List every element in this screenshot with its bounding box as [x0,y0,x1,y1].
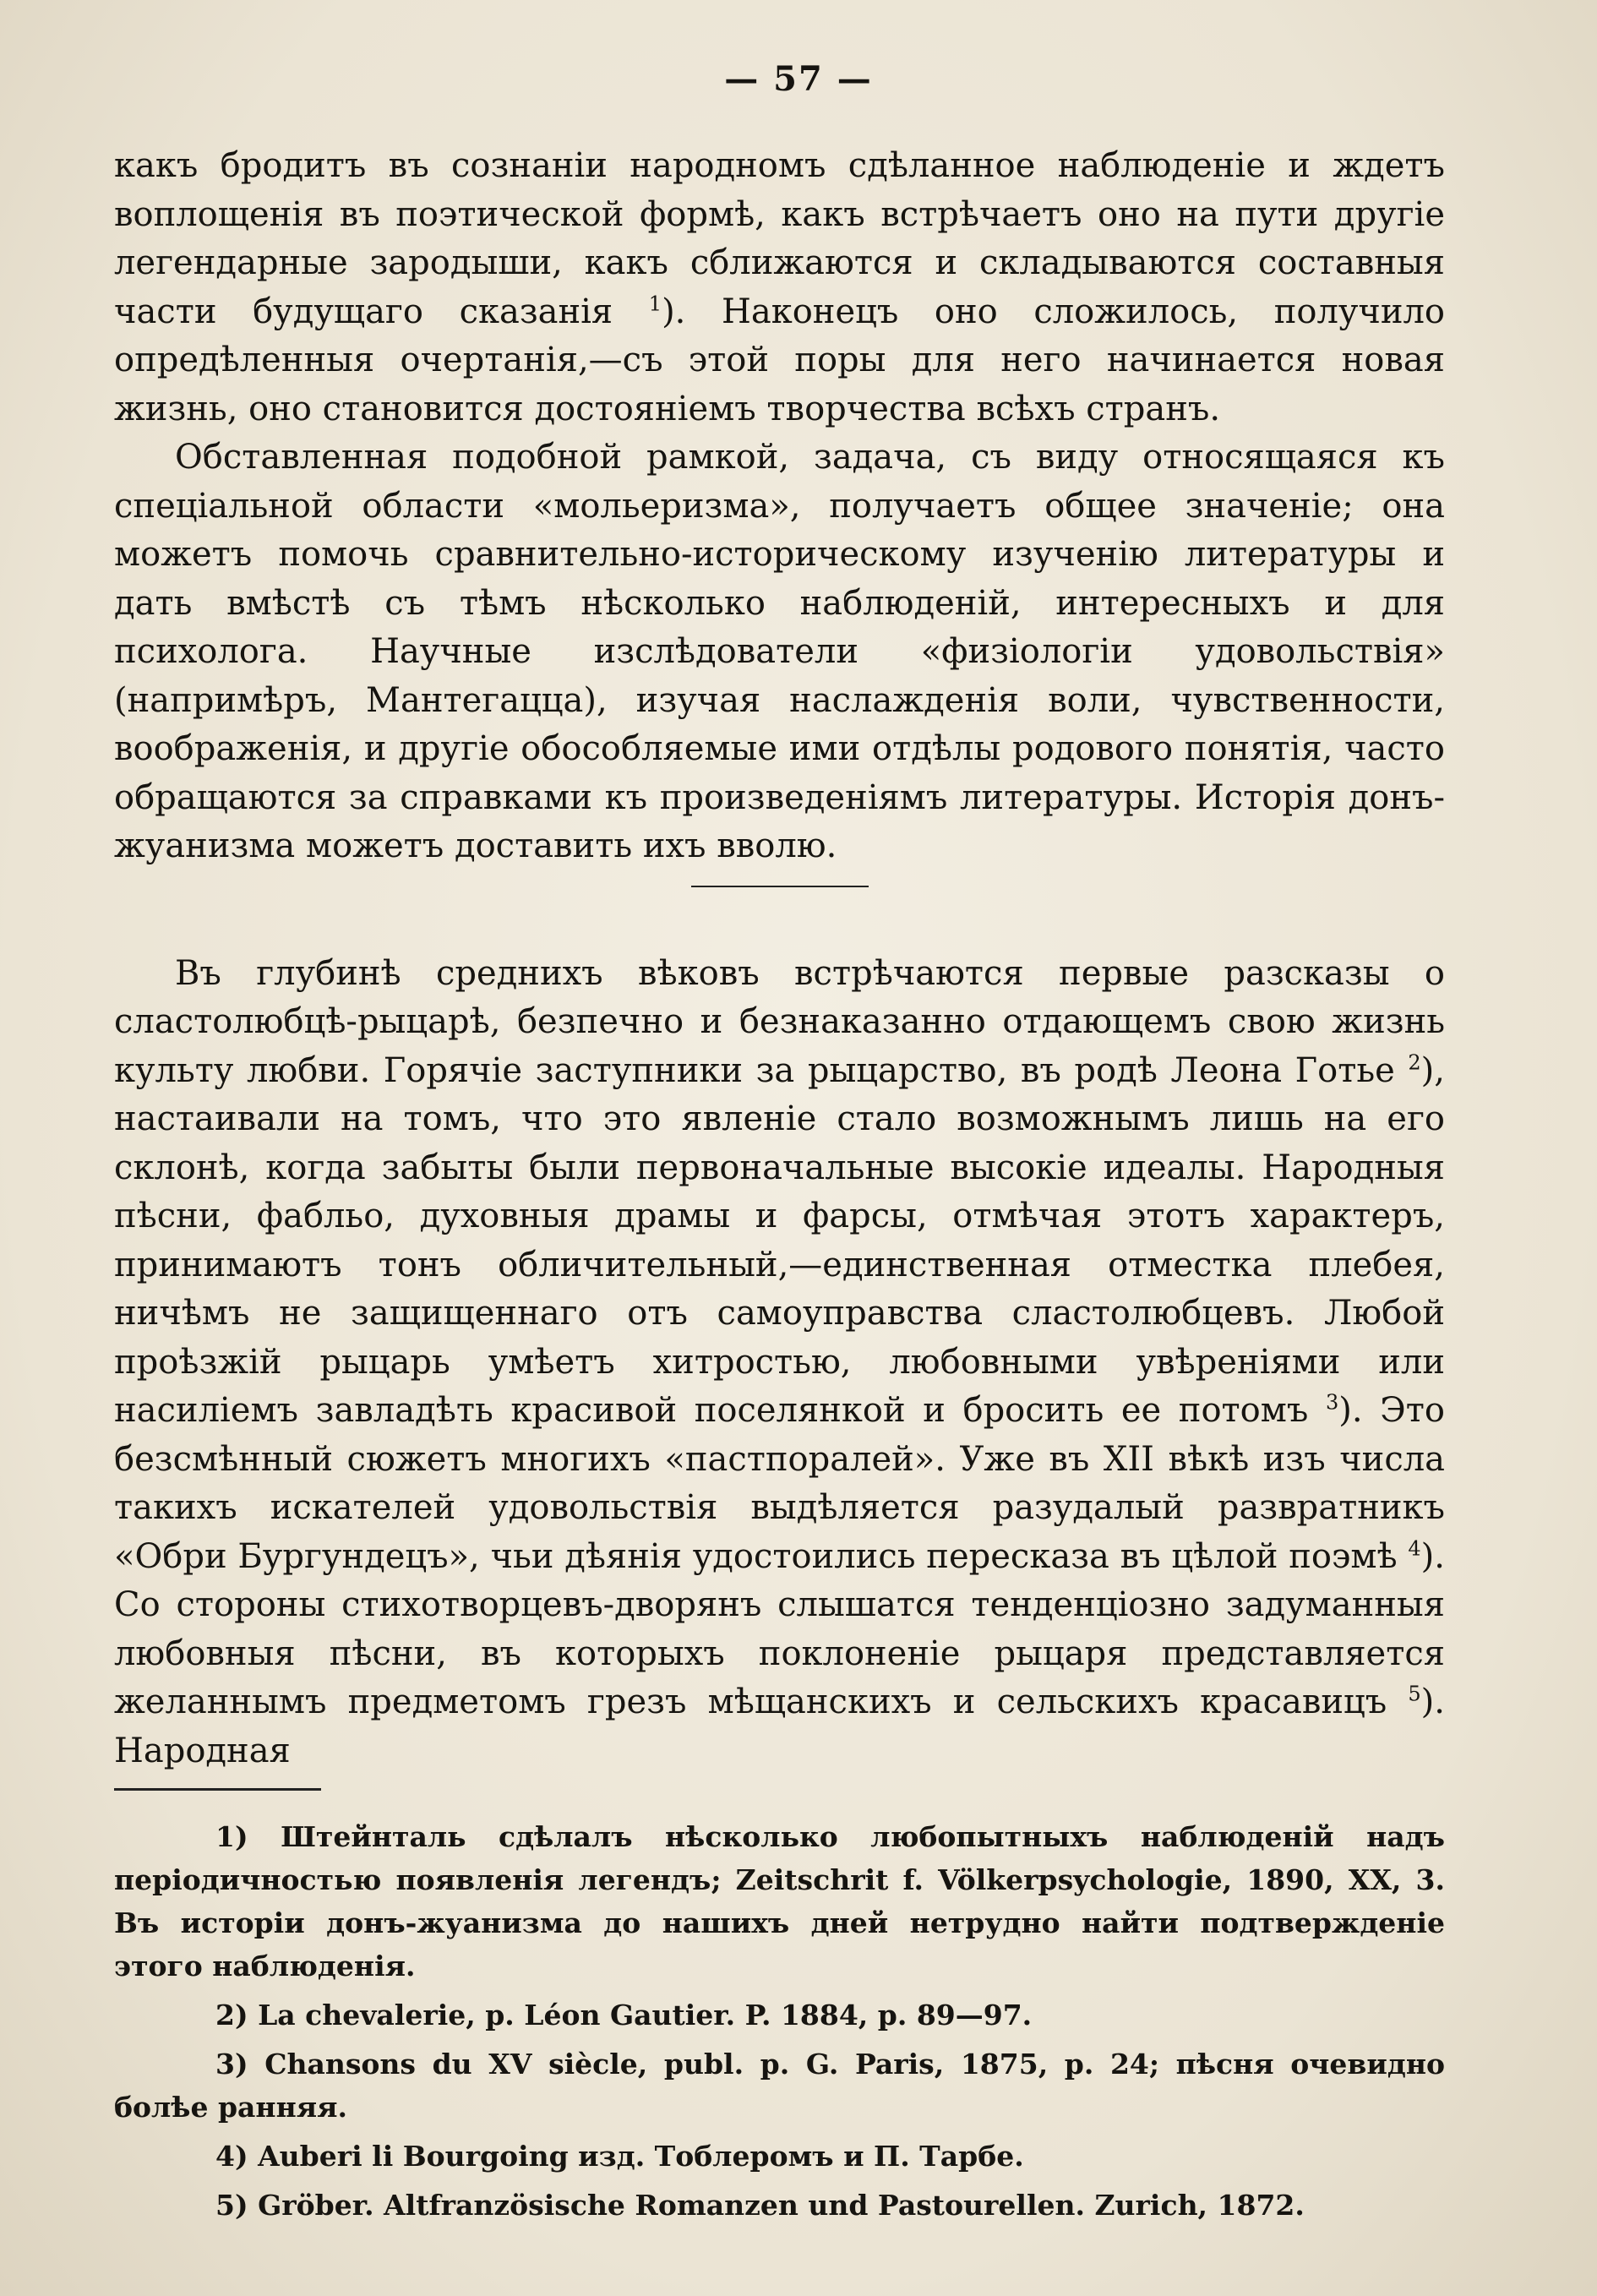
footnote-2 [114,1993,1445,2037]
footnote-rule [114,1788,321,1791]
paragraph-molierism [114,434,1445,871]
text-run: Въ глубинѣ среднихъ вѣковъ встрѣчаются первые разсказы о сластолюбцѣ-рыцарѣ, безпечно и безнаказанно отдающемъ свою жизнь культу любви. Горячіе заступники за рыцарство, въ родѣ Леона Готье [114,953,1445,1090]
footnote-number: 2) [215,1999,248,2031]
footnote-number: 4) [215,2140,248,2173]
footnote-text: Chansons du XV siècle, publ. p. G. Paris, 1875, p. 24; пѣсня очевидно болѣе ранняя. [114,2048,1445,2124]
footnote-text: La chevalerie, p. Léon Gautier. P. 1884, p. 89—97. [258,1999,1033,2031]
footnote-5 [114,2184,1445,2227]
footnote-ref: 5 [1408,1682,1421,1706]
footnote-number: 1) [215,1820,248,1853]
footnote-text: Gröber. Altfranzösische Romanzen und Pastourellen. Zurich, 1872. [258,2189,1305,2222]
text-run: Обставленная подобной рамкой, задача, съ виду относящаяся къ спеціальной области «мольеризма», получаетъ общее значеніе; она можетъ помочь сравнительно-историческому изученію литературы и дать вмѣстѣ съ тѣмъ нѣсколько наблюденій, интересныхъ и для психолога. Научные изслѣдователи «физіологіи удовольствія» (напримѣръ, Мантегацца), изучая наслажденія воли, чувственности, воображенія, и другіе обособляемые ими отдѣлы родового понятія, часто обращаются за справками къ произведеніямъ литературы. Исторія донъ-жуанизма можетъ доставить ихъ вволю. [114,438,1445,865]
text-run: ). Это безсмѣнный сюжетъ многихъ «пастпоралей». Уже въ XII вѣкѣ изъ числа такихъ искателей удовольствія выдѣляется разудалый развратникъ «Обри Бургундецъ», чьи дѣянія удостоились пересказа въ цѣлой поэмѣ [114,1391,1445,1576]
text-run: ). Народная [114,1682,1445,1770]
text-run: ), настаивали на томъ, что это явленіе стало возможнымъ лишь на его склонѣ, когда забыты были первоначальные высокіе идеалы. Народныя пѣсни, фабльо, духовныя драмы и фарсы, отмѣчая этотъ характеръ, принимаютъ тонъ обличительный,—единственная отместка плебея, ничѣмъ не защищеннаго отъ самоуправства сластолюбцевъ. Любой проѣзжій рыцарь умѣетъ хитростью, любовными увѣреніями или насиліемъ завладѣть красивой поселянкой и бросить ее потомъ [114,1050,1445,1430]
footnote-1 [114,1815,1445,1988]
main-text [114,142,1445,1775]
footnote-text: Auberi li Bourgoing изд. Тоблеромъ и П. Тарбе. [258,2140,1024,2173]
page-number: — 57 — [724,59,873,99]
footnotes [114,1815,1445,2233]
footnote-number: 3) [215,2048,248,2081]
footnote-ref: 1 [648,292,662,316]
footnote-ref: 2 [1408,1050,1421,1075]
paragraph-continuation [114,142,1445,434]
footnote-4 [114,2135,1445,2178]
text-run: ). Со стороны стихотворцевъ-дворянъ слышатся тенденціозно задуманныя любовныя пѣсни, въ которыхъ поклоненіе рыцаря представляется желаннымъ предметомъ грезъ мѣщанскихъ и сельскихъ красавицъ [114,1536,1445,1721]
footnote-ref: 4 [1408,1536,1421,1561]
section-separator [691,886,869,887]
footnote-3 [114,2042,1445,2129]
paragraph-middle-ages [114,950,1445,1776]
footnote-text: Штейнталь сдѣлалъ нѣсколько любопытныхъ наблюденій надъ періодичностью появленія легендъ; Zeitschrit f. Völkerpsychologie, 1890, XX, 3. Въ исторіи донъ-жуанизма до нашихъ дней нетрудно найти подтвержденіе этого наблюденія. [114,1820,1445,1982]
text-run: ). Наконецъ оно сложилось, получило опредѣленныя очертанія,—съ этой поры для него начинается новая жизнь, оно становится достояніемъ творчества всѣхъ странъ. [114,292,1445,428]
text-run: какъ бродитъ въ сознаніи народномъ сдѣланное наблюденіе и ждетъ воплощенія въ поэтической формѣ, какъ встрѣчаетъ оно на пути другіе легендарные зародыши, какъ сближаются и складываются составныя части будущаго сказанія [114,146,1445,331]
footnote-number: 5) [215,2189,248,2222]
footnote-ref: 3 [1325,1390,1339,1415]
